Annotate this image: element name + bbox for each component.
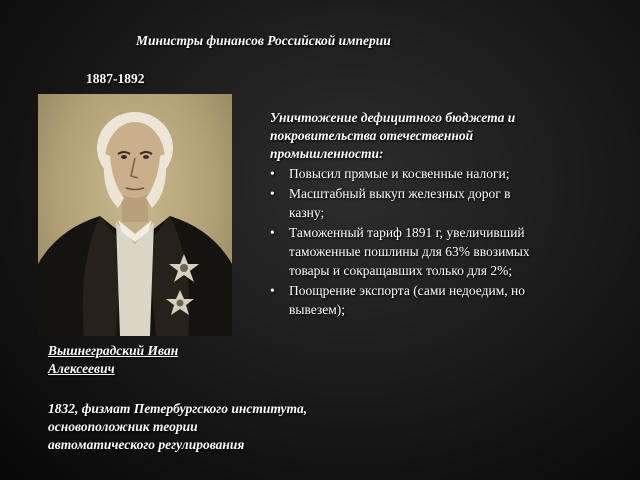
policy-item-line: Масштабный выкуп железных дорог в (289, 186, 511, 201)
policy-item-line: Таможенный тариф 1891 г, увеличивший (289, 225, 525, 240)
policy-item-line: вывезем); (289, 302, 346, 317)
years-label: 1887-1892 (86, 71, 145, 86)
person-bio (48, 400, 307, 454)
policy-item (270, 164, 600, 183)
policy-list (270, 164, 600, 319)
bio-line-2: основоположник теории (48, 419, 198, 434)
policy-item (270, 184, 600, 222)
bio-line-3: автоматического регулирования (48, 437, 245, 452)
policy-heading-line-2: покровительства отечественной (270, 128, 474, 143)
portrait-drawing (38, 94, 232, 336)
policy-item-line: казну; (289, 205, 325, 220)
policy-item (270, 223, 600, 280)
bullet-icon: • (270, 186, 275, 201)
bullet-icon: • (270, 166, 275, 181)
policy-item (270, 281, 600, 319)
policy-item-line: товары и сокращавших только для 2%; (289, 263, 513, 278)
policy-heading-line-3: промышленности: (270, 146, 384, 161)
policy-item-line: Повысил прямые и косвенные налоги; (289, 166, 510, 181)
policy-heading-line-1: Уничтожение дефицитного бюджета и (270, 110, 516, 125)
bullet-icon: • (270, 225, 275, 240)
person-name-line-1: Вышнеградский Иван (48, 343, 179, 358)
bio-line-1: 1832, физмат Петербургского института, (48, 401, 308, 416)
person-name-line-2: Алексеевич (48, 361, 115, 376)
slide-title: Министры финансов Российской империи (136, 33, 391, 48)
policy-heading (270, 109, 600, 163)
policy-section (270, 109, 600, 320)
policy-item-line: Поощрение экспорта (сами недоедим, но (289, 283, 525, 298)
policy-item-line: таможенные пошлины для 63% ввозимых (289, 244, 530, 259)
portrait (38, 94, 232, 336)
bullet-icon: • (270, 283, 275, 298)
person-name (48, 342, 178, 378)
